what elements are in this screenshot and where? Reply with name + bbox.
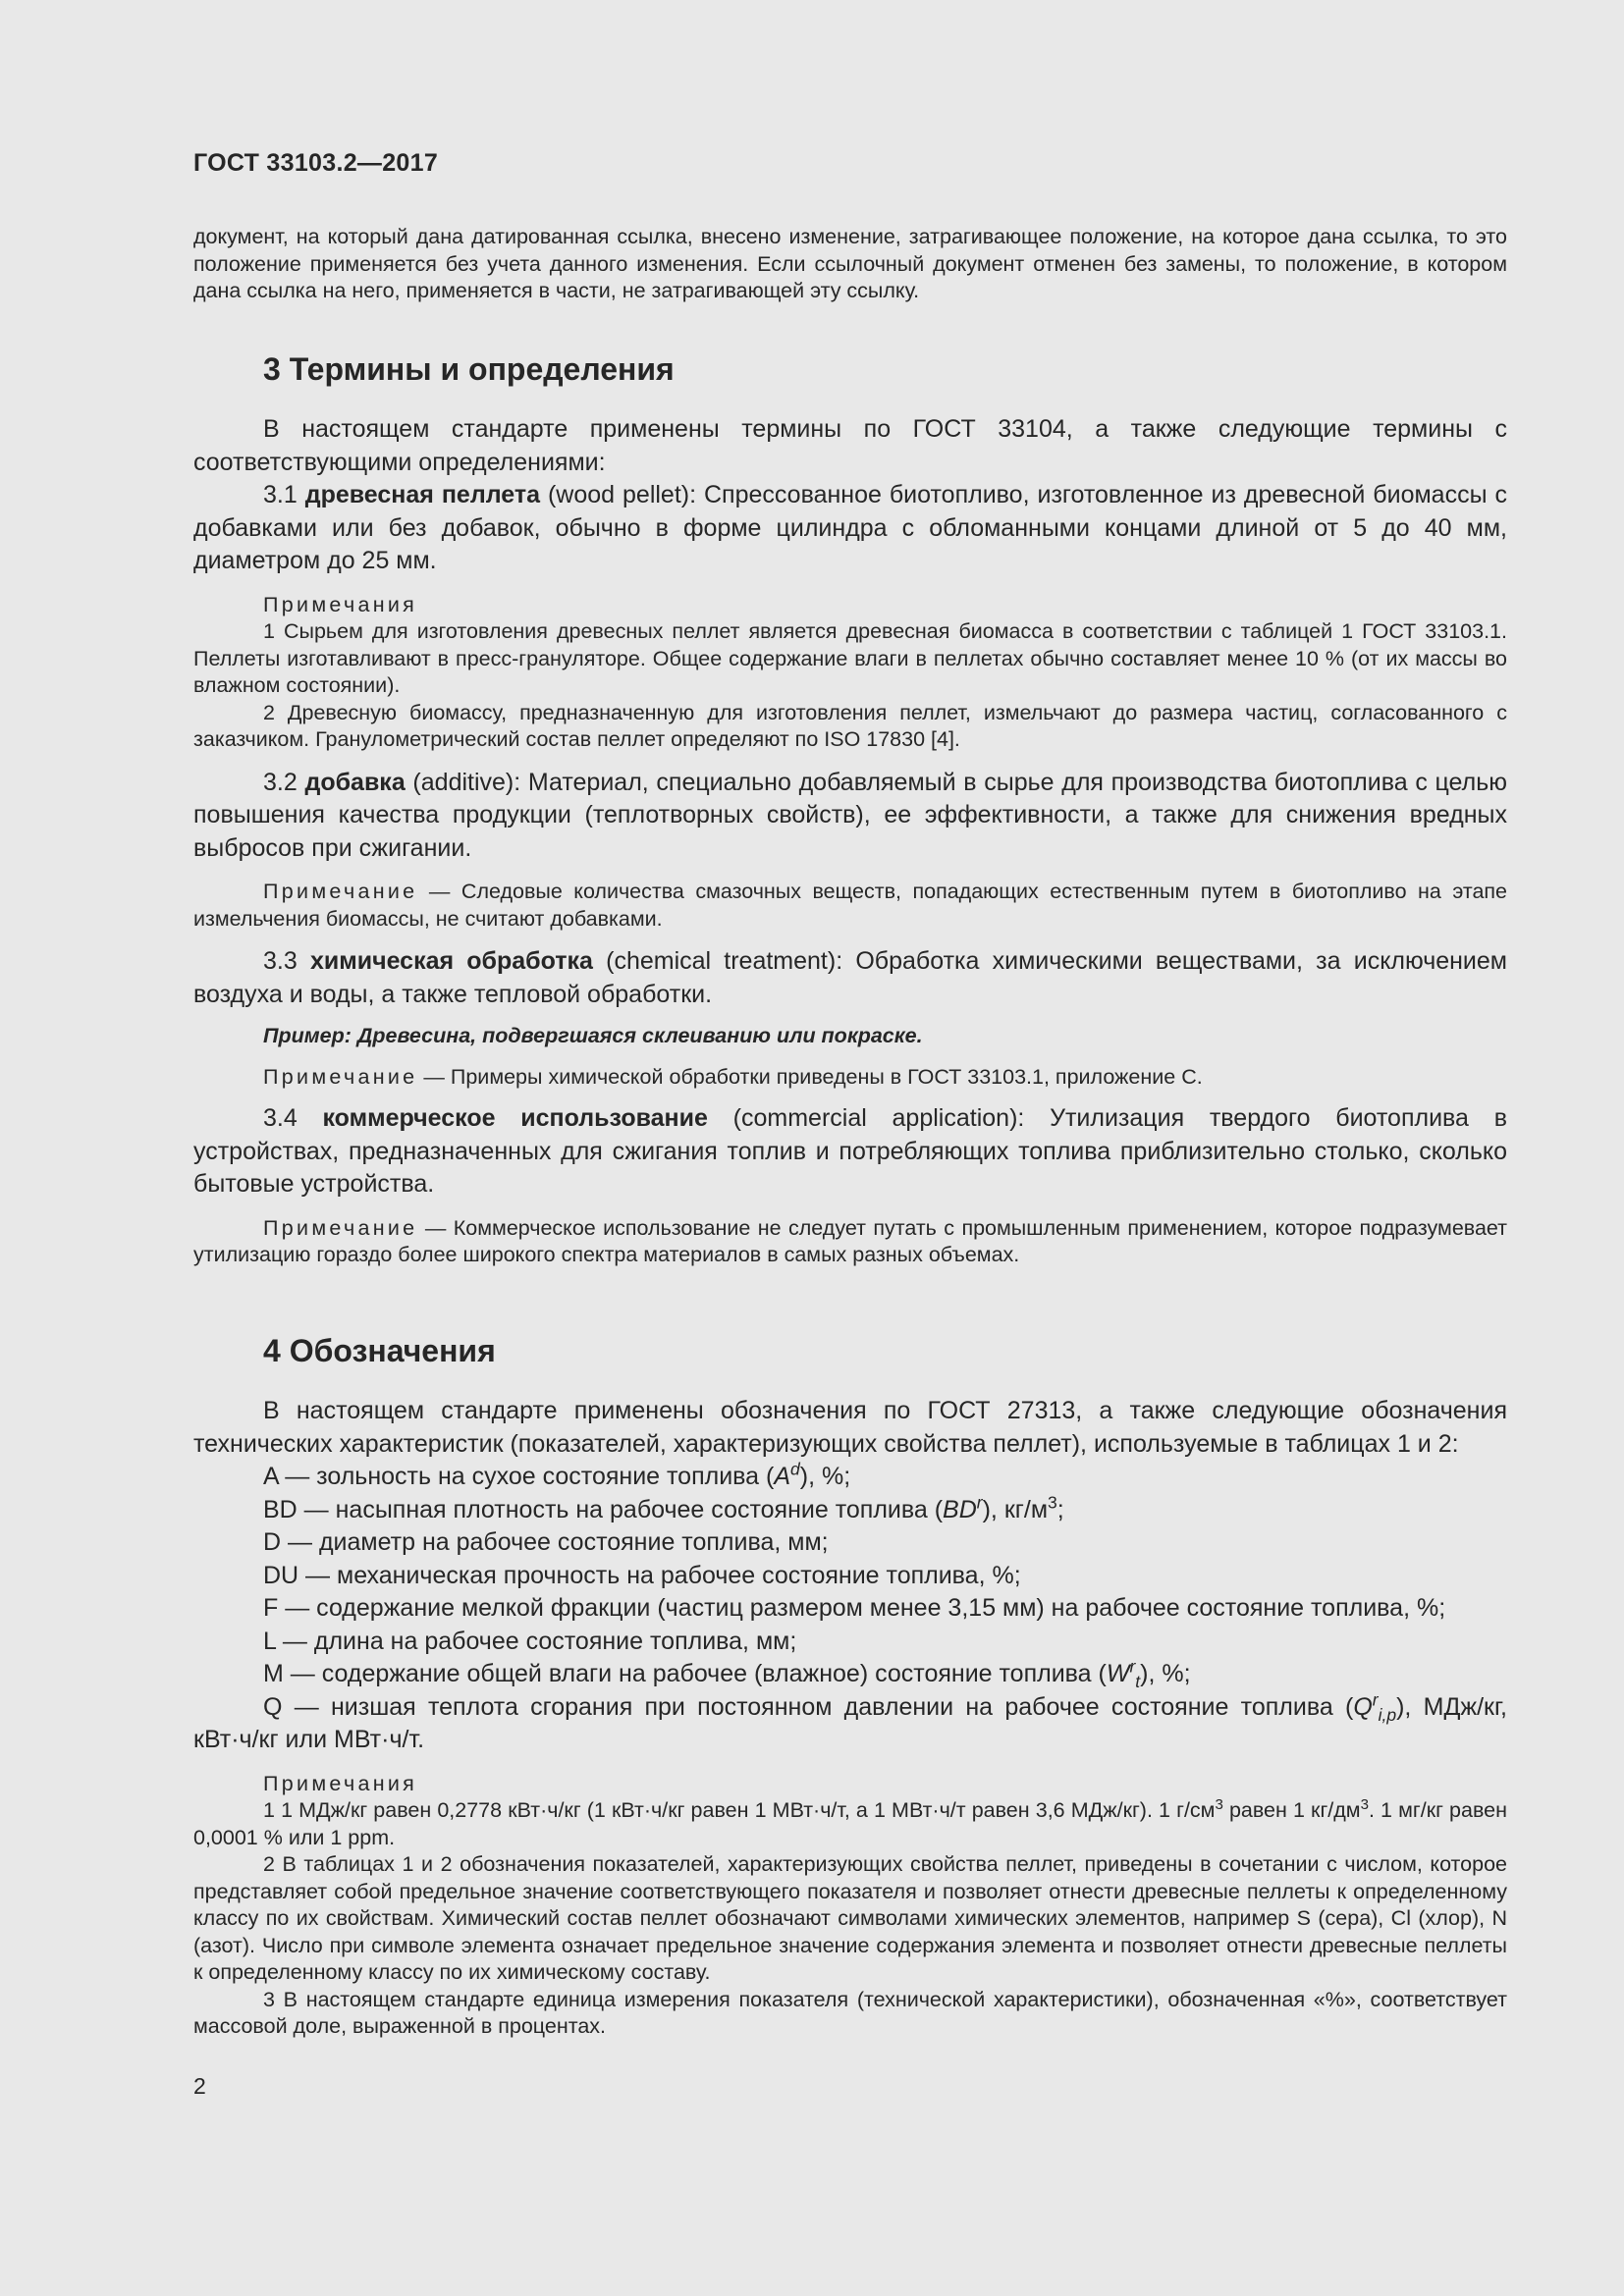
symbol-A <box>193 1461 1507 1494</box>
note-label: Примечание <box>263 1215 418 1240</box>
section-4-title: 4 Обозначения <box>263 1333 496 1368</box>
page-number: 2 <box>193 2073 206 2099</box>
section-3-body <box>193 413 1507 1269</box>
term-3-3-number: 3.3 <box>263 947 310 975</box>
symbol-M-superscript: r <box>1129 1656 1136 1677</box>
term-3-3-name: химическая обработка <box>309 947 593 975</box>
symbol-Q-text: Q — низшая теплота сгорания при постоянном давлении на рабочее состояние топлива ( <box>263 1692 1354 1721</box>
symbol-BD-text: BD — насыпная плотность на рабочее состояние топлива ( <box>263 1495 944 1523</box>
notes-3-1-label: Примечания <box>263 592 418 616</box>
note-3-2-text: — Следовые количества смазочных веществ, попадающих естественным путем в биотопливо на этапе измельчения биомассы, не считают добавками. <box>193 880 1507 931</box>
note-3-2 <box>193 879 1507 933</box>
symbol-Q <box>193 1691 1507 1757</box>
section-3-lead: В настоящем стандарте применены термины по ГОСТ 33104, а также следующие термины с соответствующими определениями: <box>193 415 1507 476</box>
symbol-Q-math: Q <box>1353 1692 1373 1721</box>
symbol-BD-math: BD <box>943 1495 977 1523</box>
term-3-1-name: древесная пеллета <box>304 481 540 508</box>
term-3-4-name: коммерческое использование <box>322 1104 708 1132</box>
note-3-3 <box>193 1064 1507 1092</box>
symbol-BD-unit: ), кг/м <box>982 1495 1049 1523</box>
symbol-M-subscript: t <box>1135 1672 1141 1691</box>
term-3-4 <box>193 1102 1507 1201</box>
symbol-M-unit: ), %; <box>1140 1660 1191 1687</box>
symbol-A-math: A <box>774 1463 791 1490</box>
term-3-4-number: 3.4 <box>263 1104 323 1132</box>
term-3-2-definition: (additive): Материал, специально добавляемый в сырье для производства биотоплива с целью повышения качества продукции (теплотворных свойств), ее эффективности, а также для снижения вредных выбросов при сжигании. <box>193 768 1507 862</box>
intro-block <box>193 224 1507 305</box>
notes-4-label: Примечания <box>263 1771 418 1795</box>
note-4-1-part-a: 1 1 МДж/кг равен 0,2778 кВт·ч/кг (1 кВт·ч/кг равен 1 МВт·ч/т, а 1 МВт·ч/т равен 3,6 МДж/кг). 1 г/см <box>263 1798 1216 1822</box>
section-4-lead: В настоящем стандарте применены обозначения по ГОСТ 27313, а также следующие обозначения технических характеристик (показателей, характеризующих свойства пеллет), используемые в таблицах 1 и 2: <box>193 1397 1507 1458</box>
note-3-4-text: — Коммерческое использование не следует путать с промышленным применением, которое подразумевает утилизацию гораздо более широкого спектра материалов в самых разных объемах. <box>193 1215 1507 1266</box>
example-3-3: Пример: Древесина, подвергшаяся склеиванию или покраске. <box>263 1024 923 1047</box>
symbol-A-superscript: d <box>790 1459 800 1479</box>
note-label: Примечание <box>263 880 418 903</box>
term-3-2-number: 3.2 <box>263 768 305 796</box>
section-4-body <box>193 1395 1507 2041</box>
note-4-1-part-c: . 1 мг/кг равен 0,0001 % или 1 ppm. <box>193 1798 1507 1849</box>
note-3-3-text: — Примеры химической обработки приведены в ГОСТ 33103.1, приложение С. <box>417 1064 1203 1089</box>
term-3-1-number: 3.1 <box>263 481 305 508</box>
symbol-M <box>193 1658 1507 1691</box>
symbol-Q-superscript: r <box>1372 1689 1379 1710</box>
symbol-A-unit: ), %; <box>799 1463 851 1490</box>
term-3-1 <box>193 479 1507 578</box>
note-3-1-1: 1 Сырьем для изготовления древесных пеллет является древесная биомасса в соответствии с таблицей 1 ГОСТ 33103.1. Пеллеты изготавливают в пресс-грануляторе. Общее содержание влаги в пеллетах обычно составляет менее 10 % (от их массы во влажном состоянии). <box>193 619 1507 697</box>
note-3-1-2: 2 Древесную биомассу, предназначенную для изготовления пеллет, измельчают до размера частиц, согласованного с заказчиком. Гранулометрический состав пеллет определяют по ISO 17830 [4]. <box>193 700 1507 751</box>
symbol-BD-end: ; <box>1056 1495 1064 1523</box>
section-3 <box>193 351 1507 388</box>
symbol-F: F — содержание мелкой фракции (частиц размером менее 3,15 мм) на рабочее состояние топлива, %; <box>263 1594 1446 1622</box>
symbol-BD <box>193 1494 1507 1527</box>
symbol-L: L — длина на рабочее состояние топлива, мм; <box>263 1627 797 1655</box>
section-3-title: 3 Термины и определения <box>263 351 675 387</box>
symbol-Q-unit: ), МДж/кг, кВт·ч/кг или МВт·ч/т. <box>193 1692 1508 1753</box>
note-4-1-exponent-2: 3 <box>1360 1795 1369 1813</box>
note-4-1-part-b: равен 1 кг/дм <box>1222 1798 1361 1822</box>
section-4 <box>193 1333 1507 1369</box>
term-3-4-definition: (commercial application): Утилизация твердого биотоплива в устройствах, предназначенных для сжигания топлив и потребляющих топлива приблизительно столько, сколько бытовые устройства. <box>193 1104 1507 1198</box>
term-3-1-definition: (wood pellet): Спрессованное биотопливо, изготовленное из древесной биомассы с добавками или без добавок, обычно в форме цилиндра с обломанными концами длиной от 5 до 40 мм, диаметром до 25 мм. <box>193 481 1507 574</box>
symbol-A-text: A — зольность на сухое состояние топлива ( <box>263 1463 775 1490</box>
note-4-2: 2 В таблицах 1 и 2 обозначения показателей, характеризующих свойства пеллет, приведены в сочетании с числом, которое представляет собой предельное значение соответствующего показателя и позволяет отнести древесные пеллеты к определенному классу по их свойствам. Химический состав пеллет обозначают символами химических элементов, например S (сера), Cl (хлор), N (азот). Число при символе элемента означает предельное значение содержания элемента и позволяет отнести древесные пеллеты к определенному классу по их химическому составу. <box>193 1852 1507 1984</box>
note-4-1 <box>193 1797 1507 1851</box>
term-3-3-definition: (chemical treatment): Обработка химическими веществами, за исключением воздуха и воды, а также тепловой обработки. <box>193 947 1507 1008</box>
symbol-D: D — диаметр на рабочее состояние топлива, мм; <box>263 1528 829 1556</box>
term-3-3 <box>193 945 1507 1011</box>
note-3-4 <box>193 1215 1507 1269</box>
intro-paragraph: документ, на который дана датированная ссылка, внесено изменение, затрагивающее положение, на которое дана ссылка, то это положение применяется без учета данного изменения. Если ссылочный документ отменен без замены, то положение, в котором дана ссылка на него, применяется в части, не затрагивающей эту ссылку. <box>193 225 1507 302</box>
document-header-code: ГОСТ 33103.2—2017 <box>193 149 439 177</box>
symbol-M-math: W <box>1106 1660 1130 1687</box>
symbol-M-text: M — содержание общей влаги на рабочее (влажное) состояние топлива ( <box>263 1660 1107 1687</box>
note-label: Примечание <box>263 1064 418 1089</box>
term-3-2-name: добавка <box>304 768 406 796</box>
note-4-3: 3 В настоящем стандарте единица измерения показателя (технической характеристики), обозначенная «%», соответствует массовой доле, выраженной в процентах. <box>193 1987 1507 2038</box>
symbol-BD-superscript: r <box>976 1492 983 1513</box>
symbol-Q-subscript: i,p <box>1378 1704 1397 1725</box>
term-3-2 <box>193 767 1507 866</box>
note-4-1-exponent-1: 3 <box>1215 1795 1223 1813</box>
symbol-BD-exponent: 3 <box>1048 1492 1057 1513</box>
symbol-DU: DU — механическая прочность на рабочее состояние топлива, %; <box>263 1561 1021 1589</box>
